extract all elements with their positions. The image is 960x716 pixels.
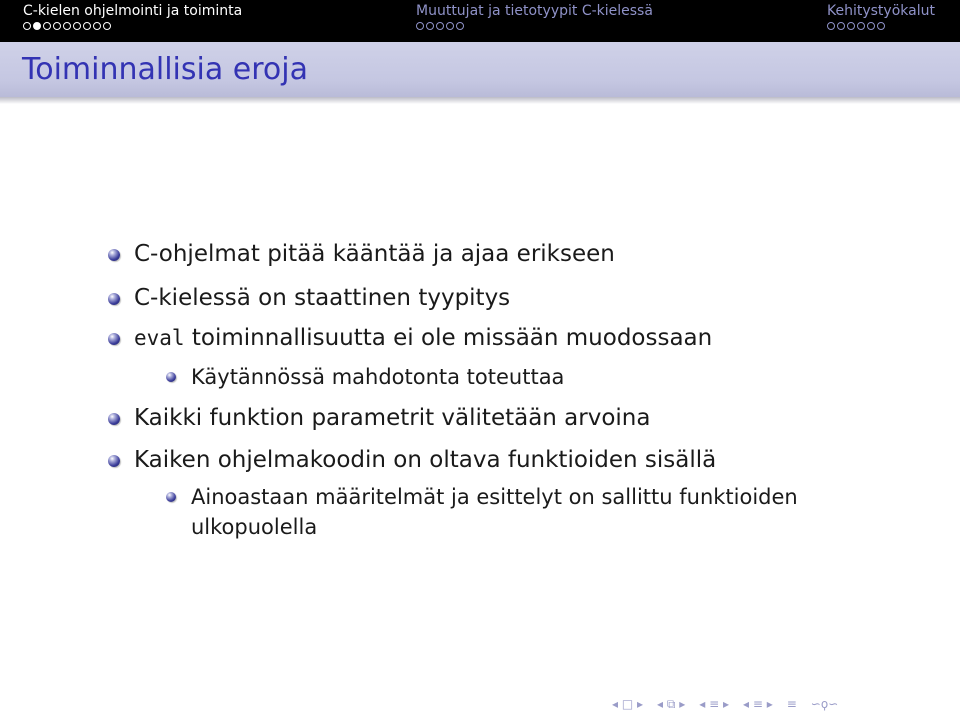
list-subitem [191, 482, 798, 542]
title-bar-shadow [0, 97, 960, 104]
slide-dot[interactable] [446, 22, 454, 30]
sub-bullet-icon [166, 372, 176, 382]
slide-dot[interactable] [83, 22, 91, 30]
slide-dot[interactable] [93, 22, 101, 30]
slide-dot[interactable] [103, 22, 111, 30]
slide-dot[interactable] [867, 22, 875, 30]
slide-dot[interactable] [73, 22, 81, 30]
list-subitem-text: Ainoastaan määritelmät ja esittelyt on sallittu funktioiden [191, 485, 798, 509]
slide-dot[interactable] [857, 22, 865, 30]
bullet-icon [108, 293, 120, 305]
slide-dot[interactable] [53, 22, 61, 30]
list-item-text: C-ohjelmat pitää kääntää ja ajaa erikseen [134, 241, 615, 267]
slide-dot[interactable] [426, 22, 434, 30]
slide-dot[interactable] [43, 22, 51, 30]
sub-bullet-icon [166, 492, 176, 502]
code-keyword: eval [134, 326, 185, 350]
search-nav-icon[interactable]: ∽ϙ∽ [810, 697, 839, 711]
slide-dot[interactable] [837, 22, 845, 30]
list-item [134, 404, 650, 432]
section-title-2[interactable]: Muuttujat ja tietotyypit C-kielessä [416, 3, 653, 19]
section-2-slide-dots[interactable] [416, 22, 464, 30]
slide-nav-icon[interactable]: ◂ □ ▸ [612, 697, 644, 711]
list-subitem [191, 362, 564, 392]
slide-dot[interactable] [416, 22, 424, 30]
slide-dot[interactable] [456, 22, 464, 30]
list-item-text: C-kielessä on staattinen tyypitys [134, 285, 511, 311]
bullet-icon [108, 413, 120, 425]
list-item-text: toiminnallisuutta ei ole missään muodossaan [184, 325, 713, 351]
frame-nav-icon[interactable]: ◂ ⧉ ▸ [657, 697, 686, 711]
section-1-slide-dots[interactable] [23, 22, 111, 30]
list-subitem-text: Käytännössä mahdotonta toteuttaa [191, 365, 565, 389]
section-navigation-bar [0, 0, 960, 42]
bullet-icon [108, 249, 120, 261]
slide-dot[interactable] [827, 22, 835, 30]
list-item [134, 446, 716, 474]
list-item [134, 284, 510, 312]
list-item [134, 240, 615, 268]
list-item-text: Kaikki funktion parametrit välitetään arvoina [134, 405, 651, 431]
slide-dot[interactable] [436, 22, 444, 30]
slide-dot-current[interactable] [33, 22, 41, 30]
navigation-symbols [612, 697, 838, 711]
bullet-icon [108, 455, 120, 467]
section-3-slide-dots[interactable] [827, 22, 885, 30]
slide-dot[interactable] [847, 22, 855, 30]
list-item-text: Kaiken ohjelmakoodin on oltava funktioiden sisällä [134, 447, 717, 473]
document-nav-icon[interactable]: ≡ [786, 697, 797, 711]
list-item [134, 324, 712, 352]
section-title-3[interactable]: Kehitystyökalut [827, 3, 935, 19]
subsection-nav-icon[interactable]: ◂ ≡ ▸ [699, 697, 729, 711]
slide-dot[interactable] [23, 22, 31, 30]
slide-dot[interactable] [63, 22, 71, 30]
section-nav-icon[interactable]: ◂ ≡ ▸ [743, 697, 773, 711]
bullet-icon [108, 333, 120, 345]
list-subitem-text-continued: ulkopuolella [191, 515, 318, 539]
frame-title: Toiminnallisia eroja [22, 52, 308, 87]
slide-dot[interactable] [877, 22, 885, 30]
section-title-1[interactable]: C-kielen ohjelmointi ja toiminta [23, 3, 243, 19]
